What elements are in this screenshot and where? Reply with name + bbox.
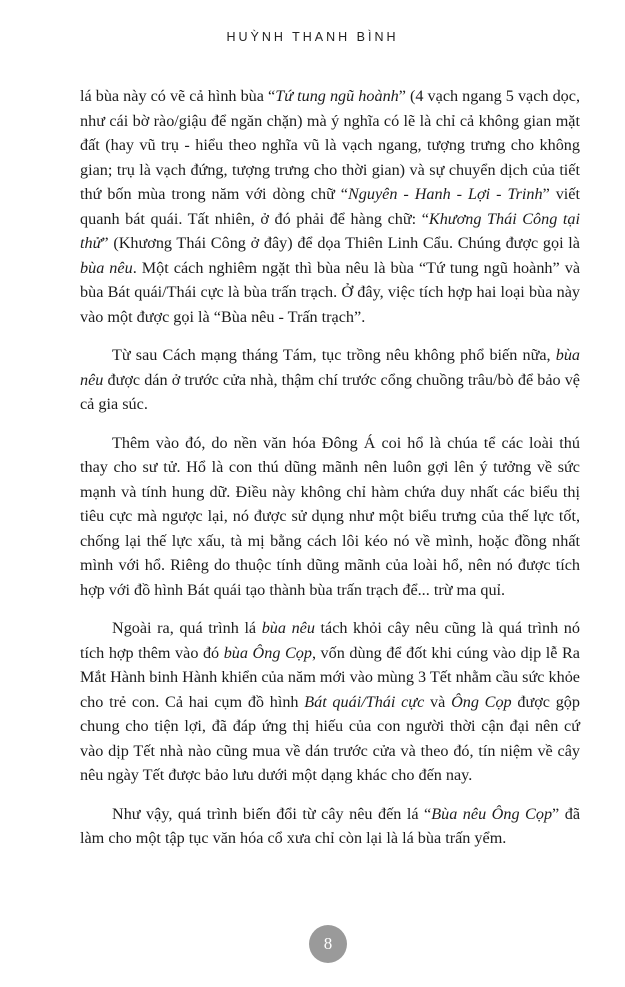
text-run: Từ sau Cách mạng tháng Tám, tục trồng nêu không phổ biến nữa, (112, 346, 556, 364)
text-run: và (424, 692, 452, 711)
italic-run: Tứ tung ngũ hoành (275, 87, 399, 105)
text-run: được dán ở trước cửa nhà, thậm chí trước cổng chuồng trâu/bò để bảo vệ cả gia súc. (80, 370, 580, 413)
paragraph-5 (80, 802, 580, 851)
italic-run: Khương Thái Công tại thử (80, 209, 580, 252)
text-run: ” (Khương Thái Công ở đây) để dọa Thiên Linh Cẩu. Chúng được gọi là (101, 234, 580, 252)
page-number-badge (309, 925, 347, 963)
text-run: Như vậy, quá trình biến đổi từ cây nêu đến lá “ (112, 804, 432, 823)
italic-run: Bùa nêu Ông Cọp (431, 804, 553, 823)
italic-run: Nguyên - Hanh - Lợi - Trinh (347, 185, 543, 203)
paragraph-1 (80, 84, 580, 329)
text-run: tách khỏi cây nêu cũng là quá trình nó tích hợp thêm vào đó (80, 619, 580, 662)
text-run: ” đã làm cho một tập tục văn hóa cổ xưa chỉ còn lại là lá bùa trấn yểm. (80, 804, 581, 847)
text-run: Ngoài ra, quá trình lá (112, 619, 262, 637)
text-run: , vốn dùng để đốt khi cúng vào dịp lễ Ra Mắt Hành binh Hành khiển của năm mới vào mùng 3 Tết nhằm cầu sức khỏe cho trẻ con. Cả hai cụm đồ hình (80, 643, 580, 711)
italic-run: Bát quái/Thái cực (304, 692, 425, 711)
text-run: được gộp chung cho tiện lợi, đã đáp ứng thị hiếu của con người thời cận đại nên cứ vào dịp Tết nhà nào cũng mua về dán trước cửa và theo đó, tín niệm về cây nêu ngày Tết được bảo lưu dưới một dạng khác cho đến nay. (80, 692, 580, 784)
page-number: 8 (323, 934, 333, 953)
text-run: lá bùa này có vẽ cả hình bùa “ (80, 87, 276, 105)
italic-run: bùa Ông Cọp (223, 643, 312, 662)
paragraph-3 (80, 431, 580, 603)
text-run: ” (4 vạch ngang 5 vạch dọc, như cái bờ rào/giậu để ngăn chặn) mà ý nghĩa có lẽ là chỉ cả không gian mặt đất (hay vũ trụ - hiểu theo nghĩa vũ là vạch ngang, tượng trưng cho không gian; trụ là vạch đứng, tượng trưng cho thời gian) và sự chuyển dịch của tiết thứ bốn mùa trong năm với dòng chữ “ (80, 87, 580, 203)
text-run: ” viết quanh bát quái. Tất nhiên, ở đó phải để hàng chữ: “ (80, 185, 580, 228)
italic-run: bùa nêu (80, 346, 580, 389)
paragraph-4 (80, 616, 580, 788)
italic-run: bùa nêu (80, 258, 133, 277)
italic-run: bùa nêu (261, 619, 315, 637)
body-text (80, 84, 580, 865)
text-run: . Một cách nghiêm ngặt thì bùa nêu là bùa “Tứ tung ngũ hoành” và bùa Bát quái/Thái cực là bùa trấn trạch. Ở đây, việc tích hợp hai loại bùa này vào một được gọi là “Bùa nêu - Trấn trạch”. (80, 258, 581, 326)
text-run: Thêm vào đó, do nền văn hóa Đông Á coi hổ là chúa tể các loài thú thay cho sư tử. Hổ là con thú dũng mãnh nên luôn gợi lên ý tưởng về sức mạnh và tính hung dữ. Điều này không chỉ hàm chứa duy nhất các biểu thị tiêu cực mà ngược lại, nó được sử dụng như một biểu trưng của thế lực tốt, chống lại thế lực xấu, tà mị bằng cách lôi kéo nó về mình, hoặc đồng nhất mình với hổ. Riêng do thuộc tính dũng mãnh của loài hổ, nên nó được tích hợp với đồ hình Bát quái tạo thành bùa trấn trạch để... trừ ma quỉ. (80, 433, 580, 599)
paragraph-2 (80, 343, 580, 417)
running-header: HUỲNH THANH BÌNH (226, 30, 399, 44)
italic-run: Ông Cọp (451, 692, 512, 711)
